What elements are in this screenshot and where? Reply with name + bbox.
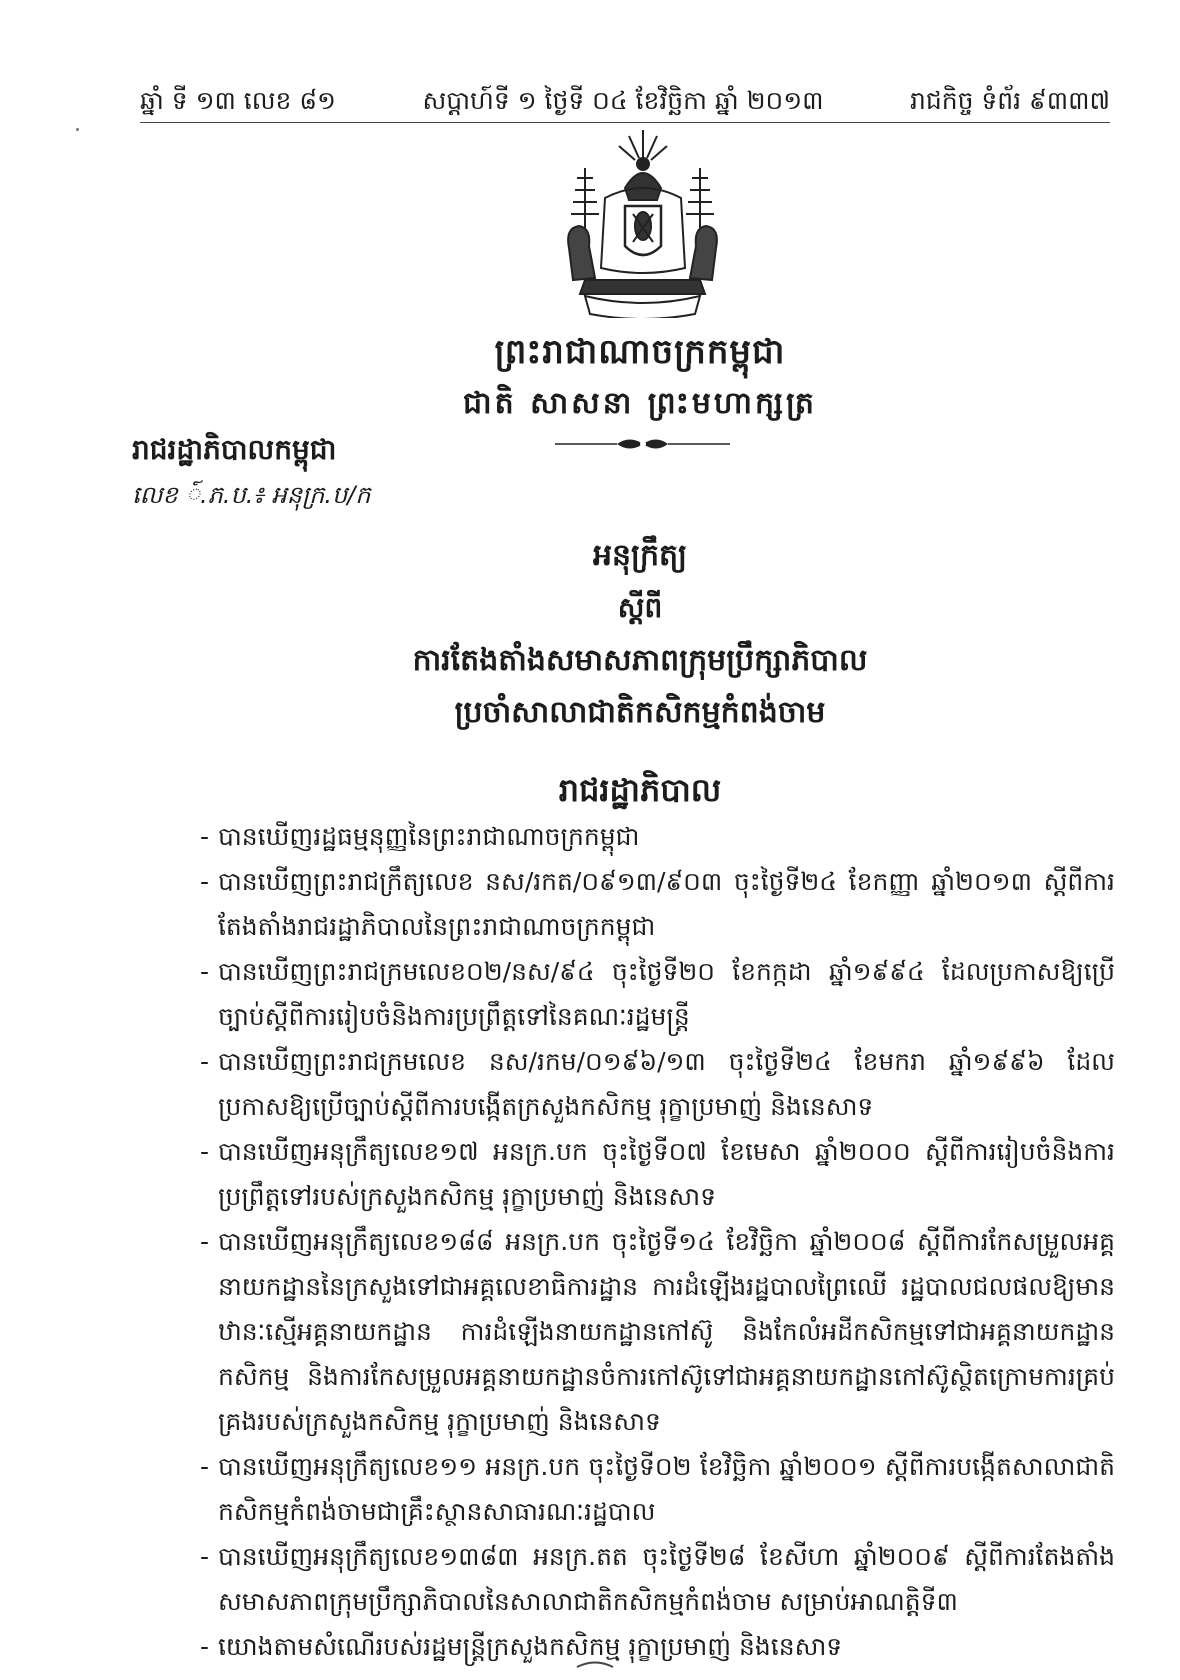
consideration-item: - បានឃើញអនុក្រឹត្យលេខ១៨៨ អនក្រ.បក ចុះថ្ងៃទី១៤ ខែវិច្ឆិកា ឆ្នាំ២០០៨ ស្ដីពីការកែសម្រួលអគ្គនាយកដ្ឋាននៃក្រសួងទៅជាអគ្គលេខាធិការដ្ឋាន ការដំឡើងរដ្ឋបាលព្រៃឈើ រដ្ឋបាលជលផលឱ្យមានឋានៈស្មើអគ្គនាយកដ្ឋាន ការដំឡើងនាយកដ្ឋានកៅស៊ូ និងកែលំអដីកសិកម្មទៅជាអគ្គនាយកដ្ឋានកសិកម្ម និងការកែសម្រួលអគ្គនាយកដ្ឋានចំការកៅស៊ូទៅជាអគ្គនាយកដ្ឋានកៅស៊ូស្ថិតក្រោមការគ្រប់គ្រងរបស់ក្រសួងកសិកម្ម រុក្ខាប្រមាញ់ និងនេសាទ (200, 1219, 1115, 1444)
consideration-item: - បានឃើញអនុក្រឹត្យលេខ១១ អនក្រ.បក ចុះថ្ងៃទី០២ ខែវិច្ឆិកា ឆ្នាំ២០០១ ស្ដីពីការបង្កើតសាលាជាតិកសិកម្មកំពង់ចាមជាគ្រឹះស្ថានសាធារណៈរដ្ឋបាល (200, 1444, 1115, 1534)
scan-speck (76, 128, 79, 131)
page-folio-mark-icon (575, 1658, 615, 1668)
decree-about-label: ស្ដីពី (617, 591, 663, 624)
consideration-item: - បានឃើញអនុក្រឹត្យលេខ១៧ អនក្រ.បក ចុះថ្ងៃទី០៧ ខែមេសា ឆ្នាំ២០០០ ស្ដីពីការរៀបចំនិងការប្រព្រឹត្តទៅរបស់ក្រសួងកសិកម្ម រុក្ខាប្រមាញ់ និងនេសាទ (200, 1129, 1115, 1219)
consideration-item: - បានឃើញព្រះរាជក្រមលេខ០២/នស/៩៤ ចុះថ្ងៃទី២០ ខែកក្កដា ឆ្នាំ១៩៩៤ ដែលប្រកាសឱ្យប្រើច្បាប់ស្ដីពីការរៀបចំនិងការប្រព្រឹត្តទៅនៃគណៈរដ្ឋមន្ត្រី (200, 949, 1115, 1039)
consideration-item: - បានឃើញព្រះរាជក្រឹត្យលេខ នស/រកត/០៩១៣/៩០៣ ចុះថ្ងៃទី២៤ ខែកញ្ញា ឆ្នាំ២០១៣ ស្ដីពីការតែងតាំងរាជរដ្ឋាភិបាលនៃព្រះរាជាណាចក្រកម្ពុជា (200, 859, 1115, 949)
decree-title-block (300, 536, 980, 745)
radiant-crown-icon (619, 130, 667, 170)
consideration-item: - បានឃើញរដ្ឋធម្មនុញ្ញនៃព្រះរាជាណាចក្រកម្ពុជា (200, 814, 1115, 859)
decree-subject-line-2: ប្រចាំសាលាជាតិកសិកម្មកំពង់ចាម (454, 695, 826, 730)
gazette-date: សប្ដាហ៍ទី ១ ថ្ងៃទី ០៤ ខែវិច្ឆិកា ឆ្នាំ ២០១៣ (422, 86, 824, 115)
issuing-authority: រាជរដ្ឋាភិបាលកម្ពុជា (132, 433, 337, 466)
consideration-item: - យោងតាមសំណើរបស់រដ្ឋមន្ត្រីក្រសួងកសិកម្ម រុក្ខាប្រមាញ់ និងនេសាទ (200, 1624, 1115, 1669)
decree-subject-line-1: ការតែងតាំងសមាសភាពក្រុមប្រឹក្សាភិបាល (412, 643, 868, 678)
royal-coat-of-arms-icon (555, 128, 730, 318)
header-rule (140, 122, 1110, 123)
gazette-page-number: រាជកិច្ច ទំព័រ ៩៣៣៧ (910, 86, 1110, 115)
section-heading: រាជរដ្ឋាភិបាល (558, 771, 722, 809)
decree-type: អនុក្រឹត្យ (592, 538, 688, 573)
gazette-year-issue: ឆ្នាំ ទី ១៣ លេខ ៨១ (140, 86, 336, 115)
consideration-item: - បានឃើញអនុក្រឹត្យលេខ១៣៨៣ អនក្រ.តត ចុះថ្ងៃទី២៨ ខែសីហា ឆ្នាំ២០០៩ ស្ដីពីការតែងតាំងសមាសភាពក្រុមប្រឹក្សាភិបាលនៃសាលាជាតិកសិកម្មកំពង់ចាម សម្រាប់អាណត្តិទី៣ (200, 1534, 1115, 1624)
gazette-running-header (140, 86, 1110, 122)
considerations-list (200, 814, 1115, 1669)
national-motto: ជាតិ សាសនា ព្រះមហាក្សត្រ (463, 386, 817, 421)
kingdom-name: ព្រះរាជាណាចក្រកម្ពុជា (494, 332, 786, 372)
consideration-item: - បានឃើញព្រះរាជក្រមលេខ នស/រកម/០១៩៦/១៣ ចុះថ្ងៃទី២៤ ខែមករា ឆ្នាំ១៩៩៦ ដែលប្រកាសឱ្យប្រើច្បាប់ស្ដីពីការបង្កើតក្រសួងកសិកម្ម រុក្ខាប្រមាញ់ និងនេសាទ (200, 1039, 1115, 1129)
decree-reference-number: លេខ ៍.ភ.ប.៖ អនុក្រ.ប/ក (132, 481, 371, 509)
ornament-divider-icon (555, 432, 730, 456)
